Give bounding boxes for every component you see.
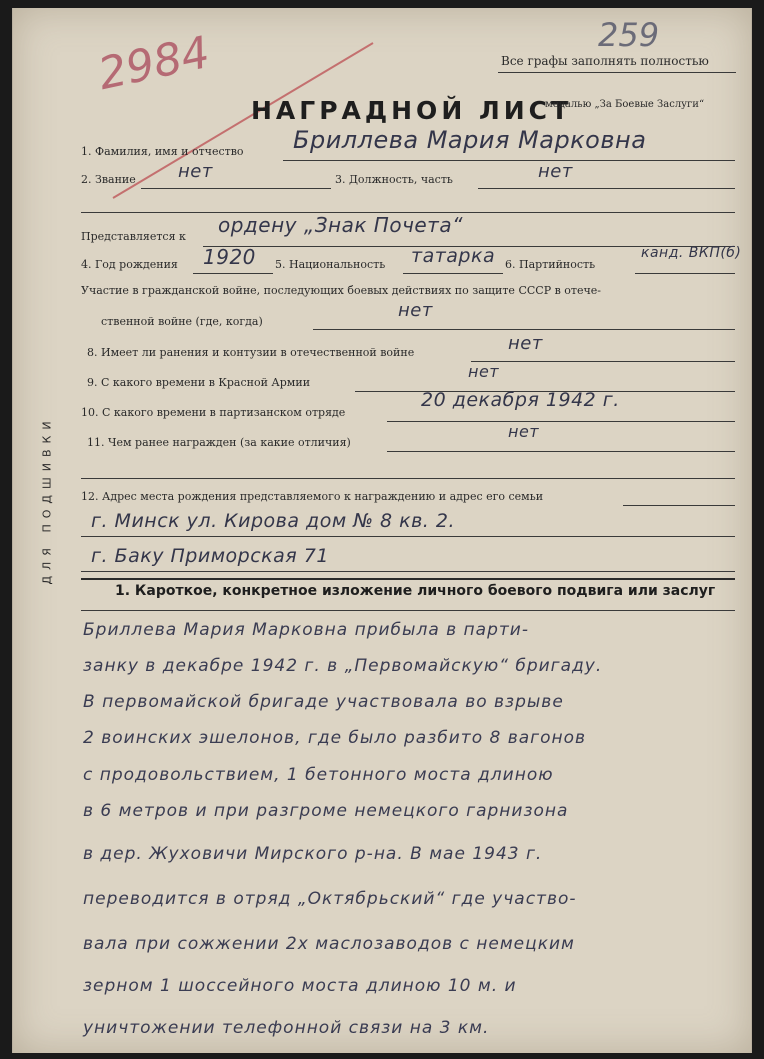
field-2-value: нет	[178, 161, 213, 182]
field-8-line	[471, 361, 735, 362]
field-4-label: 4. Год рождения	[81, 258, 178, 271]
narrative-line: вала при сожжении 2х маслозаводов с немецким	[83, 934, 575, 954]
field-11-line	[387, 451, 735, 452]
field-8-value: нет	[508, 333, 543, 354]
narrative-line: 2 воинских эшелонов, где было разбито 8 вагонов	[83, 728, 587, 748]
field-11-label: 11. Чем ранее награжден (за какие отличия)	[87, 436, 351, 449]
field-6-line	[635, 273, 735, 274]
narrative-line: Бриллева Мария Марковна прибыла в парти-	[83, 620, 529, 640]
narrative-line: переводится в отряд „Октябрьский“ где участво-	[83, 889, 577, 909]
present-label: Представляется к	[81, 230, 186, 243]
field-2-line	[141, 188, 331, 189]
top-note-underline	[498, 72, 736, 73]
pencil-number: 2984	[93, 26, 215, 101]
field-9-value: нет	[468, 362, 500, 381]
award-right: медалью „За Боевые Заслуги“	[545, 99, 705, 110]
field-7-label-a: Участие в гражданской войне, последующих боевых действиях по защите СССР в отече-	[81, 284, 601, 297]
field-5-line	[403, 273, 503, 274]
field-12-line-1	[81, 536, 735, 537]
field-1-line	[283, 160, 735, 161]
side-label-text: ДЛЯ ПОДШИВКИ	[40, 415, 54, 585]
field-3-value: нет	[538, 161, 573, 182]
present-value: ордену „Знак Почета“	[218, 213, 463, 237]
field-3-line	[478, 188, 735, 189]
narrative-line: зерном 1 шоссейного моста длиною 10 м. и	[83, 976, 517, 996]
field-3-label: 3. Должность, часть	[335, 173, 453, 186]
archive-number: 259	[598, 16, 660, 54]
field-7-value: нет	[398, 300, 433, 321]
field-12-value-1: г. Минск ул. Кирова дом № 8 кв. 2.	[91, 510, 456, 532]
narrative-line: В первомайской бригаде участвовала во взрыве	[83, 692, 564, 712]
section-rule	[81, 578, 735, 580]
page-title: НАГРАДНОЙ ЛИСТ	[251, 96, 573, 125]
field-1-value: Бриллева Мария Марковна	[293, 126, 647, 154]
field-10-label: 10. С какого времени в партизанском отряде	[81, 406, 346, 419]
field-7-label-b: ственной войне (где, когда)	[101, 315, 263, 328]
field-5-value: татарка	[411, 245, 496, 267]
field-10-value: 20 декабря 1942 г.	[421, 389, 620, 411]
section-rule-2	[81, 610, 735, 611]
narrative-line: занку в декабре 1942 г. в „Первомайскую“ бригаду.	[83, 656, 603, 676]
field-12-line-2	[81, 571, 735, 572]
blank-line-2	[81, 478, 735, 479]
field-12-line-0	[623, 505, 735, 506]
field-4-line	[193, 273, 273, 274]
narrative-line: в дер. Жуховичи Мирского р-на. В мае 1943 г.	[83, 844, 543, 864]
field-2-label: 2. Звание	[81, 173, 136, 186]
field-8-label: 8. Имеет ли ранения и контузии в отечественной войне	[87, 346, 415, 359]
field-9-label: 9. С какого времени в Красной Армии	[87, 376, 311, 389]
field-11-value: нет	[508, 422, 540, 441]
section-title: 1. Кароткое, конкретное изложение личного боевого подвига или заслуг	[115, 583, 716, 599]
narrative-line: с продовольствием, 1 бетонного моста длиною	[83, 765, 554, 785]
narrative-line: уничтожении телефонной связи на 3 км.	[83, 1018, 490, 1038]
field-12-value-2: г. Баку Приморская 71	[91, 545, 329, 567]
field-4-value: 1920	[203, 245, 256, 269]
field-12-label: 12. Адрес места рождения представляемого к награждению и адрес его семьи	[81, 490, 544, 503]
award-sheet	[12, 8, 752, 1053]
field-10-line	[387, 421, 735, 422]
narrative-line: в 6 метров и при разгроме немецкого гарнизона	[83, 801, 569, 821]
field-6-value: канд. ВКП(б)	[641, 245, 742, 261]
field-1-label: 1. Фамилия, имя и отчество	[81, 145, 244, 158]
field-5-label: 5. Национальность	[275, 258, 386, 271]
field-7-line	[313, 329, 735, 330]
top-note: Все графы заполнять полностью	[501, 54, 709, 68]
side-binding-label	[34, 380, 60, 620]
field-6-label: 6. Партийность	[505, 258, 596, 271]
